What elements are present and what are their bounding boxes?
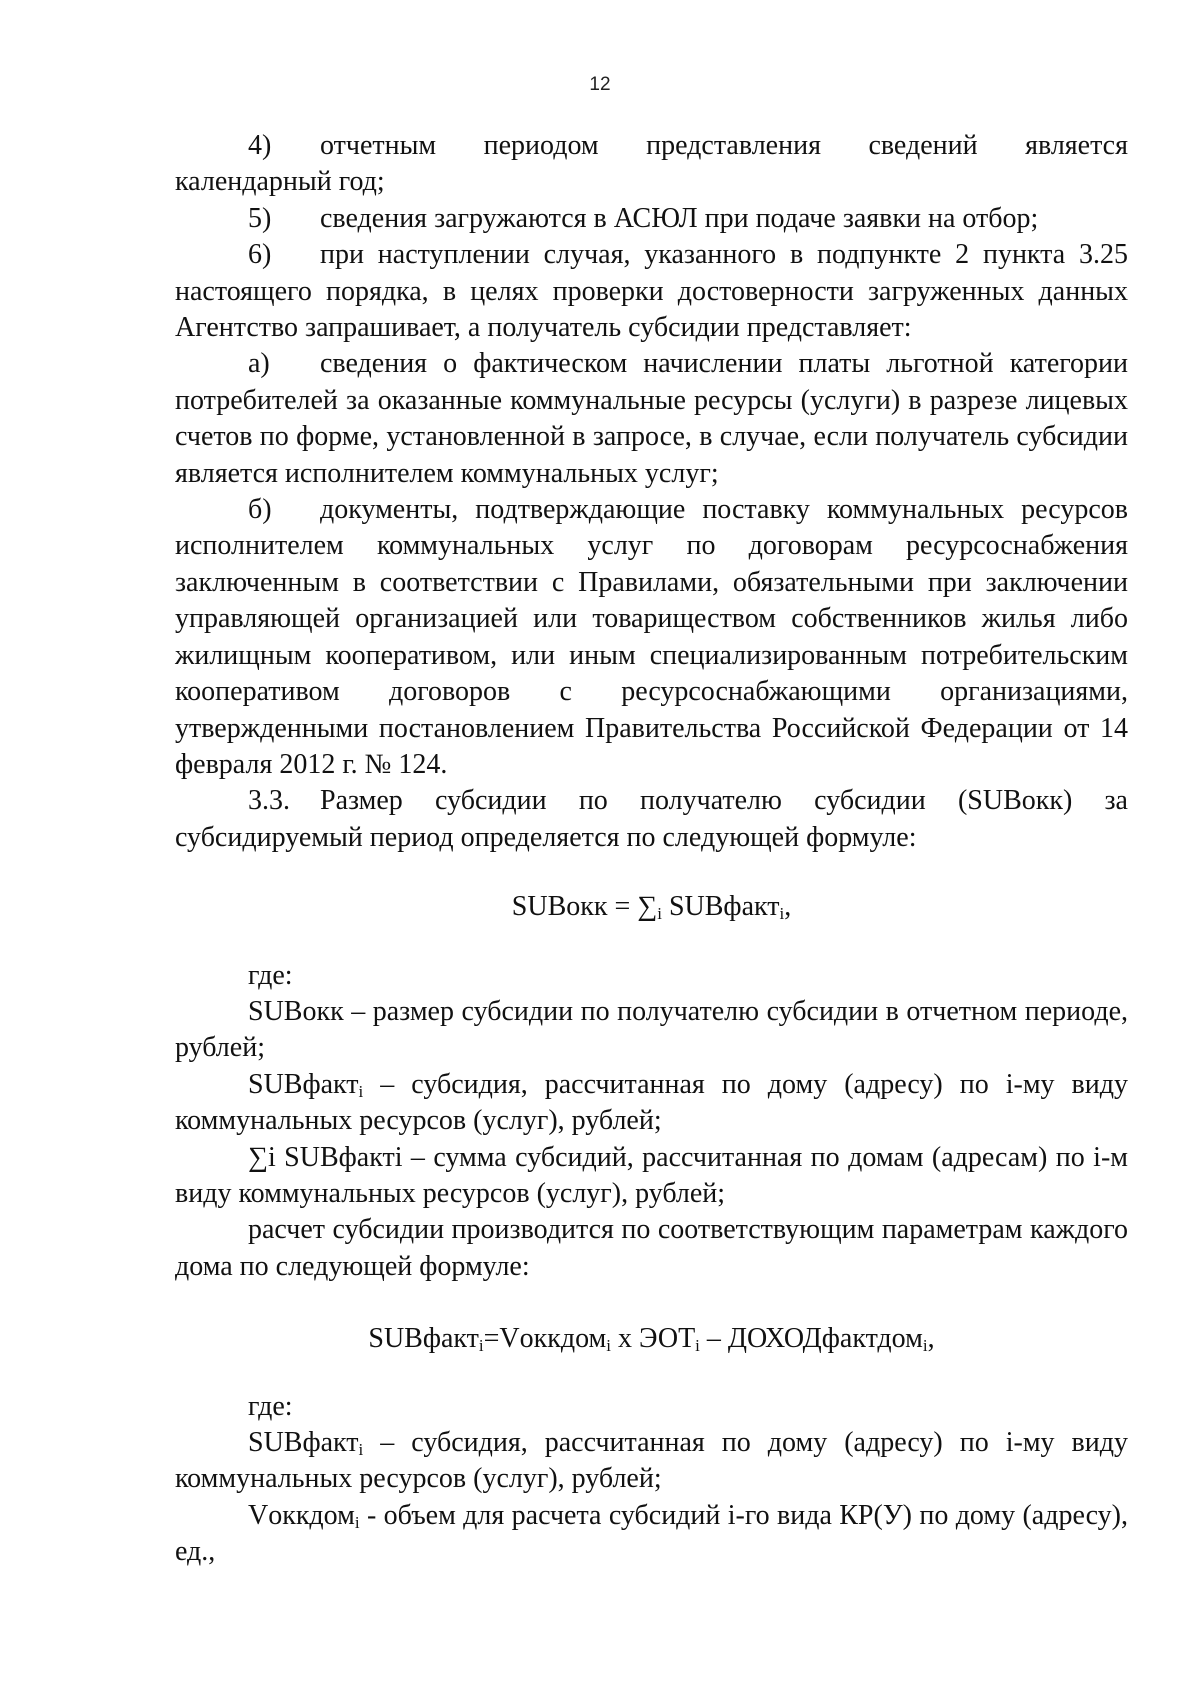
list-item-4 — [175, 128, 1128, 201]
item-number: б) — [248, 494, 272, 526]
definition-vokkdom: Vоккдом$_i$ - объем для расчета субсидий i-го вида КР(У) по дому (адресу), ед., — [175, 1499, 1128, 1568]
definition-subokk: SUBокк – размер субсидии по получателю субсидии в отчетном периоде, рублей; — [175, 995, 1128, 1064]
definition-subfakt: SUBфакт$_i$ – субсидия, рассчитанная по дому (адресу) по i-му виду коммунальных ресурсов (услуг), рублей; — [175, 1068, 1128, 1137]
sub-item-b — [175, 492, 1128, 783]
formula-total-subsidy: SUBокк = $\sum_i$ SUBфакт$_i$, — [511, 891, 792, 924]
item-text: сведения о фактическом начислении платы льготной категории потребителей за оказанные коммунальные ресурсы (услуги) в разрезе лицевых счетов по форме, установленной в запросе, в случае, если получатель субсидии является исполнителем коммунальных услуг; — [175, 348, 1128, 489]
definition-subfakt: SUBфакт$_i$ – субсидия, рассчитанная по дому (адресу) по i-му виду коммунальных ресурсов (услуг), рублей; — [175, 1427, 1128, 1495]
item-text: при наступлении случая, указанного в подпункте 2 пункта 3.25 настоящего порядка, в целях проверки достоверности загруженных данных Агентство запрашивает, а получатель субсидии представляет: — [175, 239, 1128, 344]
calculation-note: расчет субсидии производится по соответствующим параметрам каждого дома по следующей формуле: — [175, 1214, 1128, 1282]
item-number: 6) — [248, 239, 272, 271]
item-text: отчетным периодом представления сведений является календарный год; — [175, 130, 1128, 198]
page-number: 12 — [589, 74, 611, 95]
item-number: 4) — [248, 130, 272, 161]
list-item-5 — [175, 201, 1128, 237]
section-3-3 — [175, 783, 1128, 856]
sub-item-a — [175, 346, 1128, 492]
definition-sum: ∑i SUBфактi – сумма субсидий, рассчитанная по домам (адресам) по i-м виду коммунальных ресурсов (услуг), рублей; — [175, 1141, 1128, 1209]
item-number: а) — [248, 348, 270, 380]
list-item-6 — [175, 237, 1128, 346]
item-number: 5) — [248, 202, 272, 234]
where-label: где: — [248, 1390, 293, 1422]
section-number: 3.3. — [248, 785, 290, 817]
formula-house-subsidy: SUBфакт$_i$=Vоккдом$_i$ х $ЭОТ_i$ – ДОХОДфактдом$_i$, — [368, 1323, 935, 1356]
item-text: документы, подтверждающие поставку коммунальных ресурсов исполнителем коммунальных услуг по договорам ресурсоснабжения заключенным в соответствии с Правилами, обязательными при заключении управляющей организацией или товариществом собственников жилья либо жилищным кооперативом, или иным специализированным потребительским кооперативом договоров с ресурсоснабжающими организациями, утвержденными постановлением Правительства Российской Федерации от 14 февраля 2012 г. № 124. — [175, 494, 1128, 780]
item-text: сведения загружаются в АСЮЛ при подаче заявки на отбор; — [320, 202, 1039, 234]
where-label: где: — [248, 959, 293, 991]
document-body — [175, 128, 1128, 1571]
section-text: Размер субсидии по получателю субсидии (SUBокк) за субсидируемый период определяется по следующей формуле: — [175, 785, 1128, 853]
